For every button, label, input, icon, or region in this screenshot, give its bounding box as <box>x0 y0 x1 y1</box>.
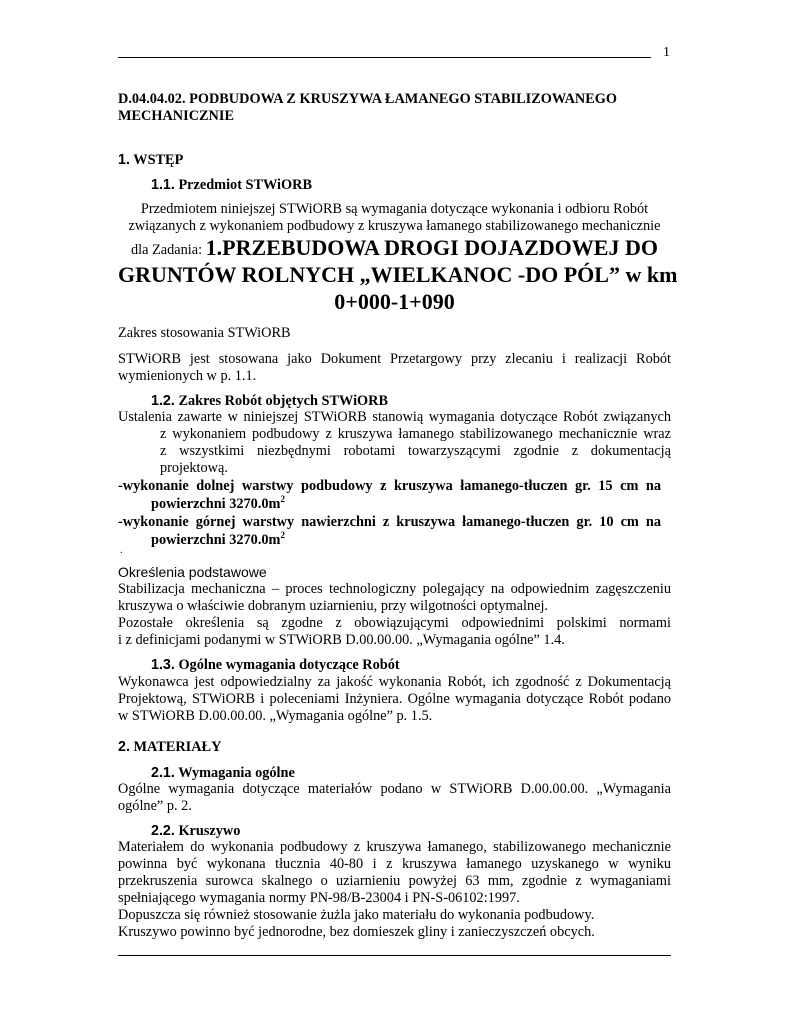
general-req-line-2: Projektową, STWiORB i poleceniami Inżyniera. Ogólne wymagania dotyczące Robót podano <box>118 691 671 707</box>
materials-general-line-1: Ogólne wymagania dotyczące materiałów podano w STWiORB D.00.00.00. „Wymagania <box>118 781 671 797</box>
section-2-title: MATERIAŁY <box>133 739 222 755</box>
upper-layer-superscript: 2 <box>280 530 285 541</box>
section-2-heading <box>118 739 221 756</box>
section-1-1-heading <box>151 177 312 194</box>
aggregate-line-6: Kruszywo powinno być jednorodne, bez domieszek gliny i zanieczyszczeń obcych. <box>118 924 595 940</box>
bullet-upper-layer-line-1: -wykonanie górnej warstwy nawierzchni z kruszywa łamanego-tłuczen gr. 10 cm na <box>118 514 661 530</box>
subject-line-1: Przedmiotem niniejszej STWiORB są wymagania dotyczące wykonania i odbioru Robót <box>140 201 649 217</box>
works-scope-line-3: z wszystkimi niezbędnymi robotami towarzyszącymi zgodnie z dokumentacją <box>160 443 671 459</box>
works-scope-line-2: z wykonaniem podbudowy z kruszywa łamanego stabilizowanego mechanicznie wraz <box>160 426 671 442</box>
definitions-line-3: Pozostałe określenia są zgodne z obowiązującymi odpowiednimi polskimi normami <box>118 615 671 631</box>
works-scope-line-1: Ustalenia zawarte w niniejszej STWiORB stanowią wymagania dotyczące Robót związanych <box>118 409 671 425</box>
bullet-lower-layer-line-2 <box>151 496 285 513</box>
stray-dot: . <box>120 545 123 556</box>
lower-layer-superscript: 2 <box>280 494 285 505</box>
section-2-2-heading <box>151 823 240 840</box>
task-prefix: dla Zadania: <box>131 242 206 258</box>
definitions-line-4: i z definicjami podanymi w STWiORB D.00.00.00. „Wymagania ogólne” 1.4. <box>118 632 565 648</box>
section-1-2-number: 1.2. <box>151 393 175 409</box>
task-title-part-1: 1.PRZEBUDOWA DROGI DOJAZDOWEJ DO <box>205 235 658 260</box>
section-1-1-number: 1.1. <box>151 177 175 193</box>
definitions-line-2: kruszywa o właściwie dobranym uziarnieniu, przy wilgotności optymalnej. <box>118 598 548 614</box>
section-1-2-heading <box>151 393 388 410</box>
doc-title-line-1: D.04.04.02. PODBUDOWA Z KRUSZYWA ŁAMANEGO STABILIZOWANEGO <box>118 91 618 107</box>
subject-line-2: związanych z wykonaniem podbudowy z kruszywa łamanego stabilizowanego mechanicznie <box>128 218 661 234</box>
doc-title-line-2: MECHANICZNIE <box>118 108 234 124</box>
section-2-2-number: 2.2. <box>151 823 175 839</box>
section-2-number: 2. <box>118 739 130 755</box>
task-title-line-2: GRUNTÓW ROLNYCH „WIELKANOC -DO PÓL” w km <box>118 262 678 287</box>
aggregate-line-4: spełniającego wymagania normy PN-98/B-23004 i PN-S-06102:1997. <box>118 890 520 906</box>
general-req-line-1: Wykonawca jest odpowiedzialny za jakość wykonania Robót, ich zgodność z Dokumentacją <box>118 674 671 690</box>
section-1-2-title: Zakres Robót objętych STWiORB <box>178 393 389 409</box>
definitions-line-1: Stabilizacja mechaniczna – proces technologiczny polegający na odpowiednim zagęszczeniu <box>118 581 671 597</box>
aggregate-line-5: Dopuszcza się również stosowanie żużla jako materiału do wykonania podbudowy. <box>118 907 595 923</box>
section-1-1-title: Przedmiot STWiORB <box>178 177 313 193</box>
section-1-heading <box>118 152 183 169</box>
aggregate-line-1: Materiałem do wykonania podbudowy z kruszywa łamanego, stabilizowanego mechanicznie <box>118 839 671 855</box>
section-1-number: 1. <box>118 152 130 168</box>
page-number: 1 <box>663 45 670 60</box>
section-1-3-heading <box>151 657 400 674</box>
upper-layer-area: powierzchni 3270.0m <box>151 532 281 548</box>
materials-general-line-2: ogólne” p. 2. <box>118 798 192 814</box>
section-2-2-title: Kruszywo <box>178 823 241 839</box>
aggregate-line-3: przekruszenia surowca skalnego o uziarnieniu powyżej 63 mm, zgodnie z wymaganiami <box>118 873 671 889</box>
section-2-1-heading <box>151 765 295 782</box>
scope-heading: Zakres stosowania STWiORB <box>118 325 291 341</box>
section-1-3-title: Ogólne wymagania dotyczące Robót <box>178 657 400 673</box>
general-req-line-3: w STWiORB D.00.00.00. „Wymagania ogólne” p. 1.5. <box>118 708 433 724</box>
section-2-1-title: Wymagania ogólne <box>178 765 295 781</box>
footer-rule <box>118 955 671 956</box>
scope-line-1: STWiORB jest stosowana jako Dokument Przetargowy przy zlecaniu i realizacji Robót <box>118 351 671 367</box>
section-1-3-number: 1.3. <box>151 657 175 673</box>
header-rule <box>118 57 651 58</box>
section-2-1-number: 2.1. <box>151 765 175 781</box>
definitions-heading: Określenia podstawowe <box>118 564 267 580</box>
task-title-line-3: 0+000-1+090 <box>334 289 455 314</box>
bullet-upper-layer-line-2 <box>151 532 285 549</box>
scope-line-2: wymienionych w p. 1.1. <box>118 368 257 384</box>
section-1-title: WSTĘP <box>133 152 184 168</box>
bullet-lower-layer-line-1: -wykonanie dolnej warstwy podbudowy z kruszywa łamanego-tłuczen gr. 15 cm na <box>118 478 661 494</box>
aggregate-line-2: powinna być wykonana tłucznia 40-80 i z kruszywa łamanego uzyskanego w wyniku <box>118 856 671 872</box>
works-scope-line-4: projektową. <box>160 460 228 476</box>
task-title-line-1 <box>118 235 671 261</box>
lower-layer-area: powierzchni 3270.0m <box>151 496 281 512</box>
